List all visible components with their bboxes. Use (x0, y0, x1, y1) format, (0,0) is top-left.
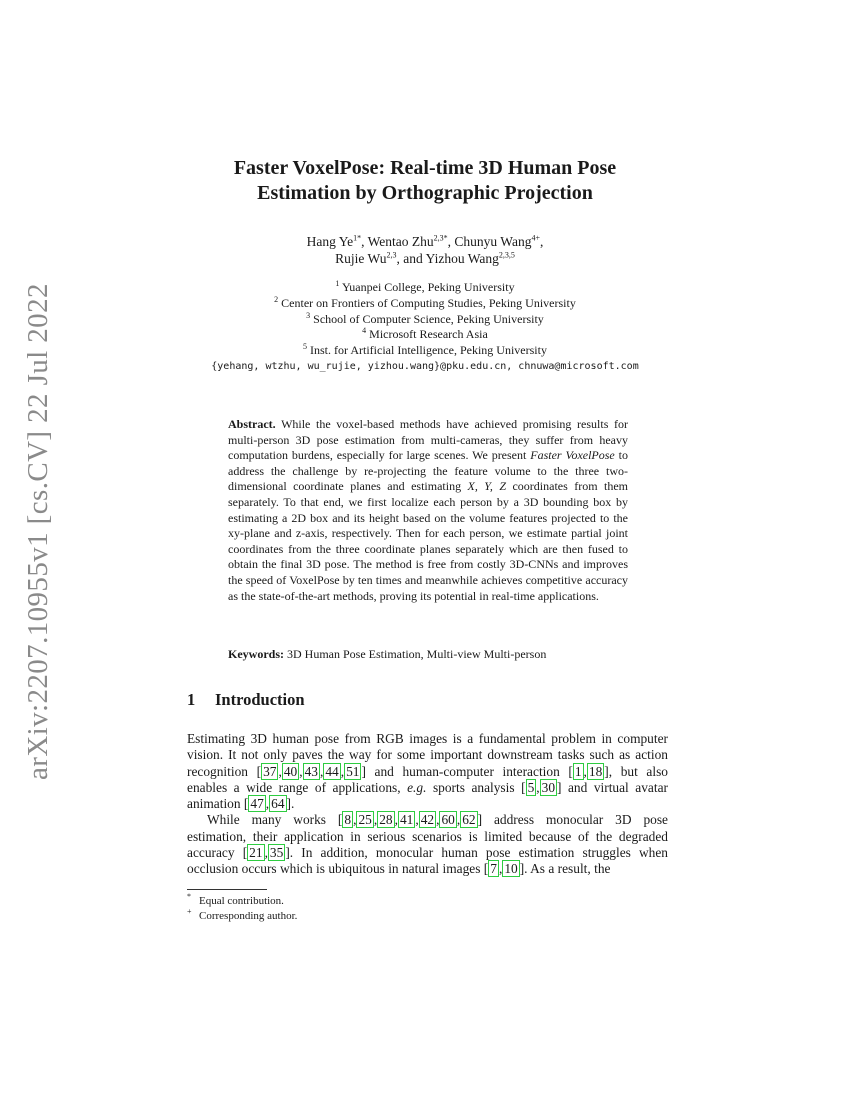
abstract (228, 417, 628, 604)
coordinate-symbols: X, Y, Z (467, 479, 507, 494)
author-affil-mark: 1* (353, 233, 362, 243)
affiliation-item (150, 343, 700, 359)
author-emails: {yehang, wtzhu, wu_rujie, yizhou.wang}@pku.edu.cn, chnuwa@microsoft.com (211, 360, 639, 372)
citation-link[interactable]: 44 (325, 763, 339, 779)
citation-link[interactable]: 1 (574, 763, 582, 779)
citation-link[interactable]: 62 (462, 812, 476, 828)
author-affil-mark: 4+ (531, 233, 540, 243)
citation-link[interactable]: 35 (269, 845, 284, 861)
section-heading (187, 690, 305, 710)
author-separator: , (539, 234, 544, 249)
affiliation-item (150, 327, 700, 343)
affiliation-text: Microsoft Research Asia (369, 327, 488, 342)
footnote: + Corresponding author. (187, 907, 298, 922)
citation-link[interactable]: 43 (304, 763, 318, 779)
introduction-body (187, 731, 668, 878)
text-run: and human-computer interaction (365, 763, 569, 779)
author-name: , Wentao Zhu (361, 234, 434, 249)
title-line-1: Faster VoxelPose: Real-time 3D Human Pose (233, 157, 617, 179)
affiliation-mark: 5 (303, 342, 308, 352)
affiliation-item (150, 312, 700, 328)
citation-group[interactable]: [ 37 , 40 , 43 , 44 , 51 ] (256, 763, 366, 779)
footnote-text: Corresponding author. (199, 910, 298, 922)
citation-link[interactable]: 25 (358, 812, 372, 828)
citation-link[interactable]: 7 (490, 861, 497, 877)
author-name: Hang Ye (306, 234, 354, 249)
citation-group[interactable]: [ 7 , 10 ] (483, 861, 525, 877)
citation-link[interactable]: 37 (263, 763, 277, 779)
abstract-text: While the voxel-based methods have achieved promising results for multi-person 3D pose estimation from multi-cameras, they suffer from heavy computation burdens, especially for large scenes. We present (228, 417, 628, 463)
footnote: * Equal contribution. (187, 892, 284, 907)
author-affil-mark: 2,3* (433, 233, 448, 243)
text-run: . (290, 796, 295, 812)
citation-link[interactable]: 28 (379, 812, 393, 828)
affiliation-mark: 4 (362, 326, 367, 336)
author-name: Rujie Wu (335, 251, 387, 266)
author-name: , Chunyu Wang (447, 234, 532, 249)
citation-link[interactable]: 64 (271, 796, 285, 812)
author-list (150, 233, 700, 267)
affiliation-text: Inst. for Artificial Intelligence, Peking University (310, 343, 547, 358)
affiliation-text: Yuanpei College, Peking University (341, 280, 515, 294)
citation-link[interactable]: 21 (249, 845, 263, 861)
affiliations (150, 280, 700, 375)
footnotes (187, 894, 297, 924)
affiliation-mark: 2 (274, 294, 279, 304)
keywords-text: 3D Human Pose Estimation, Multi-view Multi-person (284, 647, 547, 661)
affiliation-mark: 3 (306, 310, 311, 320)
citation-group[interactable]: [ 47 , 64 ] (243, 796, 291, 812)
text-run: address monocular 3D pose estimation, their application in serious scenarios is limited because of the degraded accuracy (187, 812, 668, 861)
abstract-label: Abstract. (228, 417, 276, 431)
author-affil-mark: 2,3 (386, 250, 397, 260)
text-run: While many works (207, 812, 338, 828)
citation-group[interactable]: [ 21 , 35 ] (242, 845, 290, 861)
text-run: and virtual avatar animation (187, 779, 668, 812)
paragraph (187, 812, 668, 877)
footnote-divider (187, 889, 267, 890)
keywords-label: Keywords: (228, 647, 284, 661)
abstract-text: to address the challenge by re-projecting the feature volume to the three two-dimensional coordinate planes and estimating (228, 448, 628, 494)
paragraph (187, 731, 668, 812)
citation-link[interactable]: 51 (346, 763, 360, 779)
citation-link[interactable]: 40 (283, 763, 298, 779)
citation-link[interactable]: 41 (399, 812, 414, 828)
author-affil-mark: 2,3,5 (498, 250, 515, 260)
citation-link[interactable]: 47 (250, 796, 264, 812)
text-run: sports analysis (426, 779, 522, 795)
text-run: , but also enables a wide range of applications, (187, 763, 668, 795)
affiliation-mark: 1 (335, 279, 340, 288)
title-line-2: Estimation by Orthographic Projection (257, 182, 593, 204)
citation-link[interactable]: 8 (344, 812, 352, 828)
author-line-1 (150, 233, 700, 250)
text-run: Estimating 3D human pose from RGB images is a fundamental problem in computer vision. It not only paves the way for some important downstream tasks such as action recognition (187, 731, 668, 779)
citation-group[interactable]: [ 5 , 30 ] (521, 779, 562, 795)
text-run: e.g. (407, 779, 427, 795)
method-name: Faster VoxelPose (530, 448, 615, 463)
citation-link[interactable]: 18 (588, 763, 603, 779)
section-title: Introduction (215, 690, 305, 709)
affiliation-item (150, 280, 700, 296)
paper-title (150, 156, 700, 206)
author-name: , and Yizhou Wang (396, 251, 499, 266)
keywords (228, 647, 628, 662)
citation-link[interactable]: 5 (527, 779, 535, 795)
affiliation-text: School of Computer Science, Peking University (313, 311, 544, 326)
citation-link[interactable]: 10 (504, 861, 518, 877)
footnote-text: Equal contribution. (199, 895, 284, 907)
citation-group[interactable]: [ 1 , 18 ] (568, 763, 609, 779)
citation-link[interactable]: 42 (420, 812, 435, 828)
affiliation-item (150, 296, 700, 312)
section-number: 1 (187, 690, 196, 709)
affiliation-text: Center on Frontiers of Computing Studies, Peking University (281, 295, 576, 310)
text-run: . In addition, monocular human pose estimation struggles when occlusion occurs which is ubiquitous in natural images (187, 845, 668, 877)
text-run: . As a result, the (524, 861, 611, 877)
abstract-text: coordinates from them separately. To that end, we first localize each person by a 3D bounding box by estimating a 2D box and its height based on the volume features projected to the xy-plane and z-axis, respectively. Then for each person, we estimate partial joint coordinates from the three coordinate planes separately which are then fused to obtain the final 3D pose. The method is free from costly 3D-CNNs and improves the speed of VoxelPose by ten times and meanwhile achieves competitive accuracy as the state-of-the-art methods, proving its potential in real-time applications. (228, 479, 628, 603)
author-line-2 (150, 250, 700, 267)
arxiv-identifier: arXiv:2207.10955v1 [cs.CV] 22 Jul 2022 (22, 283, 54, 780)
citation-link[interactable]: 60 (441, 812, 455, 828)
citation-group[interactable]: [ 8 , 25 , 28 , 41 , 42 , 60 , 62 ] (337, 812, 483, 828)
citation-link[interactable]: 30 (541, 779, 556, 795)
